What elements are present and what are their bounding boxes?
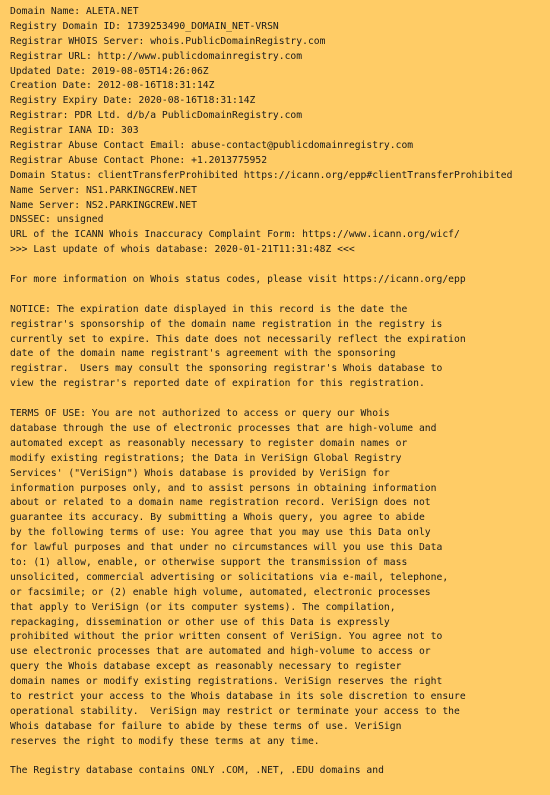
terms-line: operational stability. VeriSign may restrict or terminate your access to the <box>10 705 460 717</box>
blank-line <box>10 288 546 303</box>
blank-line <box>10 750 546 765</box>
notice-line: currently set to expire. This date does not necessarily reflect the expiration <box>10 333 466 345</box>
abuse-email-line: Registrar Abuse Contact Email: abuse-contact@publicdomainregistry.com <box>10 140 414 152</box>
terms-line: repackaging, dissemination or other use of this Data is expressly <box>10 616 390 628</box>
terms-line: unsolicited, commercial advertising or solicitations via e-mail, telephone, <box>10 571 449 583</box>
registry-domain-id-line: Registry Domain ID: 1739253490_DOMAIN_NET-VRSN <box>10 20 279 32</box>
terms-line: guarantee its accuracy. By submitting a Whois query, you agree to abide <box>10 512 425 524</box>
terms-line: automated except as reasonably necessary to register domain names or <box>10 437 408 449</box>
blank-line <box>10 392 546 407</box>
name-server-line: Name Server: NS2.PARKINGCREW.NET <box>10 199 197 211</box>
terms-paragraph <box>10 407 546 749</box>
registrar-url-line: Registrar URL: http://www.publicdomainregistry.com <box>10 50 303 62</box>
last-update-line: >>> Last update of whois database: 2020-01-21T11:31:48Z <<< <box>10 244 355 256</box>
icann-complaint-line: URL of the ICANN Whois Inaccuracy Complaint Form: https://www.icann.org/wicf/ <box>10 229 460 241</box>
notice-paragraph <box>10 303 546 392</box>
name-server-line: Name Server: NS1.PARKINGCREW.NET <box>10 184 197 196</box>
status-info-line: For more information on Whois status codes, please visit https://icann.org/epp <box>10 274 466 286</box>
terms-line: to restrict your access to the Whois database in its sole discretion to ensure <box>10 690 466 702</box>
domain-status-line: Domain Status: clientTransferProhibited https://icann.org/epp#clientTransferProhibited <box>10 169 513 181</box>
terms-line: for lawful purposes and that under no circumstances will you use this Data <box>10 542 443 554</box>
terms-line: to: (1) allow, enable, or otherwise support the transmission of mass <box>10 556 408 568</box>
terms-line: by the following terms of use: You agree that you may use this Data only <box>10 527 431 539</box>
dnssec-line: DNSSEC: unsigned <box>10 214 104 226</box>
abuse-phone-line: Registrar Abuse Contact Phone: +1.2013775952 <box>10 154 268 166</box>
notice-line: view the registrar's reported date of expiration for this registration. <box>10 378 425 390</box>
terms-line: reserves the right to modify these terms at any time. <box>10 735 320 747</box>
registry-note-line: The Registry database contains ONLY .COM, .NET, .EDU domains and <box>10 765 384 777</box>
whois-record <box>10 5 546 779</box>
notice-line: NOTICE: The expiration date displayed in this record is the date the <box>10 303 408 315</box>
terms-line: TERMS OF USE: You are not authorized to access or query our Whois <box>10 408 390 420</box>
creation-date-line: Creation Date: 2012-08-16T18:31:14Z <box>10 80 215 92</box>
terms-line: domain names or modify existing registrations. VeriSign reserves the right <box>10 676 443 688</box>
terms-line: query the Whois database except as reasonably necessary to register <box>10 661 402 673</box>
terms-line: information purposes only, and to assist persons in obtaining information <box>10 482 437 494</box>
terms-line: modify existing registrations; the Data in VeriSign Global Registry <box>10 452 402 464</box>
terms-line: or facsimile; or (2) enable high volume, automated, electronic processes <box>10 586 431 598</box>
terms-line: Whois database for failure to abide by these terms of use. VeriSign <box>10 720 402 732</box>
iana-id-line: Registrar IANA ID: 303 <box>10 125 139 137</box>
notice-line: registrar. Users may consult the sponsoring registrar's Whois database to <box>10 363 443 375</box>
terms-line: that apply to VeriSign (or its computer systems). The compilation, <box>10 601 396 613</box>
terms-line: Services' ("VeriSign") Whois database is provided by VeriSign for <box>10 467 390 479</box>
terms-line: prohibited without the prior written consent of VeriSign. You agree not to <box>10 631 443 643</box>
expiry-date-line: Registry Expiry Date: 2020-08-16T18:31:14Z <box>10 95 256 107</box>
blank-line <box>10 258 546 273</box>
updated-date-line: Updated Date: 2019-08-05T14:26:06Z <box>10 65 209 77</box>
domain-name-line: Domain Name: ALETA.NET <box>10 6 139 17</box>
notice-line: date of the domain name registrant's agreement with the sponsoring <box>10 348 396 360</box>
terms-line: about or related to a domain name registration record. VeriSign does not <box>10 497 431 509</box>
terms-line: use electronic processes that are automated and high-volume to access or <box>10 646 431 658</box>
registrar-line: Registrar: PDR Ltd. d/b/a PublicDomainRegistry.com <box>10 110 303 122</box>
notice-line: registrar's sponsorship of the domain name registration in the registry is <box>10 318 443 330</box>
registrar-whois-server-line: Registrar WHOIS Server: whois.PublicDomainRegistry.com <box>10 35 326 47</box>
terms-line: database through the use of electronic processes that are high-volume and <box>10 422 437 434</box>
